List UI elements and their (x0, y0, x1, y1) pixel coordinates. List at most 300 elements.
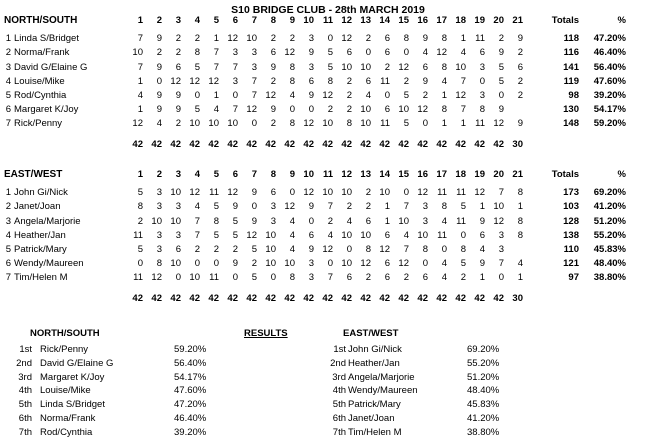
board-number-header: 16 (417, 15, 428, 26)
board-score: 6 (346, 47, 352, 59)
board-score: 0 (441, 244, 447, 256)
board-score: 11 (380, 118, 390, 130)
board-score: 9 (156, 104, 162, 116)
pair-name: Angela/Marjorie (14, 215, 81, 227)
board-score: 7 (137, 33, 143, 45)
boards-played-count: 42 (227, 138, 238, 150)
result-place: 4th (18, 385, 32, 397)
board-score: 12 (170, 75, 181, 87)
board-score: 12 (474, 187, 485, 199)
board-score: 10 (360, 229, 371, 241)
board-score (506, 103, 525, 117)
result-pair-name: Louise/Mike (40, 385, 91, 397)
board-score: 2 (194, 33, 200, 45)
board-score: 0 (460, 229, 466, 241)
board-score: 1 (213, 33, 219, 45)
board-score: 8 (517, 187, 523, 199)
board-score: 6 (479, 229, 485, 241)
board-score: 9 (175, 104, 181, 116)
board-score: 12 (246, 104, 257, 116)
board-score: 6 (175, 244, 181, 256)
boards-played-count: 42 (379, 138, 390, 150)
boards-played-count: 42 (246, 138, 257, 150)
pair-number: 2 (5, 201, 11, 213)
board-score: 12 (417, 187, 428, 199)
board-score: 2 (403, 75, 409, 87)
board-score: 12 (208, 75, 219, 87)
board-score: 2 (327, 104, 333, 116)
board-score: 8 (289, 75, 295, 87)
board-score: 10 (170, 187, 181, 199)
boards-played-count: 42 (284, 292, 295, 304)
board-score: 11 (133, 229, 143, 241)
pair-total: 118 (563, 33, 579, 45)
board-number-header: 13 (360, 15, 371, 26)
pair-percentage: 69.20% (593, 187, 626, 199)
pair-percentage: 59.20% (593, 118, 626, 130)
boards-played-count: 42 (417, 138, 428, 150)
board-score: 11 (437, 229, 447, 241)
board-score: 12 (246, 229, 257, 241)
result-place: 3rd (332, 371, 346, 383)
boards-played-count: 42 (436, 138, 447, 150)
board-score: 6 (479, 47, 485, 59)
board-score: 8 (213, 215, 219, 227)
boards-played-count: 42 (151, 292, 162, 304)
board-score: 0 (308, 215, 314, 227)
board-score: 4 (517, 258, 523, 270)
pair-total: 97 (568, 272, 579, 284)
board-score: 10 (341, 258, 352, 270)
board-number-header: 1 (137, 15, 143, 26)
boards-played-count: 42 (322, 138, 333, 150)
boards-played-count: 42 (379, 292, 390, 304)
pair-number: 4 (5, 75, 11, 87)
board-score: 12 (151, 272, 162, 284)
board-score: 5 (137, 244, 143, 256)
pair-total: 119 (563, 75, 579, 87)
board-number-header: 5 (213, 15, 219, 26)
board-score: 3 (498, 229, 504, 241)
board-score: 8 (517, 215, 523, 227)
board-score: 5 (251, 244, 257, 256)
board-number-header: 6 (232, 169, 238, 180)
board-score: 6 (365, 75, 371, 87)
board-number-header: 21 (512, 169, 523, 180)
board-score: 2 (346, 104, 352, 116)
result-percentage: 48.40% (467, 385, 500, 397)
board-score: 2 (270, 33, 276, 45)
result-pair-name: Heather/Jan (348, 357, 400, 369)
board-score: 5 (194, 61, 200, 73)
boards-played-count: 42 (227, 292, 238, 304)
board-score: 12 (455, 90, 466, 102)
board-score: 12 (303, 118, 314, 130)
board-score: 10 (265, 229, 276, 241)
section-heading: EAST/WEST (4, 169, 63, 180)
board-score: 8 (441, 61, 447, 73)
board-score: 8 (441, 201, 447, 213)
board-score: 2 (270, 118, 276, 130)
board-score: 8 (346, 118, 352, 130)
board-score: 8 (441, 104, 447, 116)
board-score: 10 (398, 104, 409, 116)
board-number-header: 16 (417, 169, 428, 180)
result-place: 4th (332, 385, 346, 397)
result-place: 3rd (18, 371, 32, 383)
board-score: 4 (327, 229, 333, 241)
board-score: 3 (479, 61, 485, 73)
board-score: 8 (479, 104, 485, 116)
board-score: 5 (232, 215, 238, 227)
board-number-header: 15 (398, 169, 409, 180)
boards-played-count: 42 (189, 138, 200, 150)
board-score: 10 (360, 61, 371, 73)
result-percentage: 38.80% (467, 426, 500, 438)
board-score: 0 (365, 47, 371, 59)
board-score: 12 (398, 61, 409, 73)
board-score: 9 (308, 201, 314, 213)
board-number-header: 18 (455, 169, 466, 180)
board-score: 4 (441, 272, 447, 284)
board-number-header: 14 (379, 169, 390, 180)
board-score: 1 (460, 33, 466, 45)
board-score: 2 (346, 75, 352, 87)
board-score: 2 (175, 118, 181, 130)
board-score (506, 243, 525, 257)
result-pair-name: Norma/Frank (40, 413, 96, 424)
board-score: 11 (456, 215, 466, 227)
board-score: 10 (151, 215, 162, 227)
board-number-header: 13 (360, 169, 371, 180)
board-score: 3 (232, 47, 238, 59)
board-score: 2 (365, 187, 371, 199)
board-score: 3 (156, 201, 162, 213)
board-score: 1 (517, 272, 523, 284)
board-score: 0 (232, 90, 238, 102)
board-score: 0 (479, 75, 485, 87)
board-score: 9 (498, 104, 504, 116)
board-number-header: 8 (270, 15, 276, 26)
result-pair-name: Margaret K/Joy (40, 371, 105, 383)
result-pair-name: Linda S/Bridget (40, 399, 105, 411)
board-score: 0 (194, 90, 200, 102)
board-score: 3 (175, 229, 181, 241)
board-score: 10 (265, 244, 276, 256)
board-score: 8 (365, 244, 371, 256)
board-number-header: 6 (232, 15, 238, 26)
result-percentage: 59.20% (174, 344, 207, 355)
board-score: 6 (384, 33, 390, 45)
board-score: 8 (441, 33, 447, 45)
board-number-header: 19 (474, 15, 485, 26)
boards-played-count: 42 (341, 292, 352, 304)
board-score: 11 (133, 272, 143, 284)
board-score: 10 (341, 187, 352, 199)
board-score: 5 (403, 118, 409, 130)
table-row (0, 186, 628, 200)
board-score: 3 (251, 47, 257, 59)
pair-total: 116 (563, 47, 579, 59)
board-score: 6 (384, 272, 390, 284)
board-score: 3 (270, 215, 276, 227)
board-score: 1 (441, 90, 447, 102)
result-pair-name: Patrick/Mary (348, 399, 401, 411)
board-score: 6 (384, 47, 390, 59)
board-score: 3 (479, 90, 485, 102)
board-score: 2 (175, 33, 181, 45)
board-score: 6 (175, 61, 181, 73)
board-number-header: 9 (289, 169, 295, 180)
pair-number: 6 (5, 258, 11, 270)
pair-name: Margaret K/Joy (14, 104, 79, 116)
board-score: 11 (437, 187, 447, 199)
pct-header: % (617, 15, 626, 26)
board-score: 4 (156, 118, 162, 130)
board-number-header: 15 (398, 15, 409, 26)
board-number-header: 9 (289, 15, 295, 26)
boards-played-count: 30 (512, 292, 523, 304)
board-number-header: 1 (137, 169, 143, 180)
pair-name: Rod/Cynthia (14, 90, 67, 102)
board-score: 7 (232, 61, 238, 73)
boards-played-count: 42 (265, 292, 276, 304)
pair-percentage: 46.40% (593, 47, 626, 59)
board-score: 12 (322, 90, 333, 102)
boards-played-count: 42 (493, 138, 504, 150)
board-score: 4 (289, 244, 295, 256)
pair-percentage: 51.20% (593, 215, 626, 227)
pair-name: Linda S/Bridget (14, 33, 79, 45)
board-score: 6 (308, 229, 314, 241)
board-score: 4 (289, 215, 295, 227)
board-number-header: 7 (251, 169, 257, 180)
board-score: 1 (384, 215, 390, 227)
board-score: 9 (479, 215, 485, 227)
board-score: 3 (251, 61, 257, 73)
board-number-header: 12 (341, 15, 352, 26)
board-number-header: 4 (194, 169, 200, 180)
board-score: 2 (346, 201, 352, 213)
result-pair-name: Rick/Penny (40, 344, 89, 355)
board-score: 3 (156, 229, 162, 241)
board-score: 8 (403, 33, 409, 45)
board-score: 8 (422, 244, 428, 256)
board-score: 0 (175, 272, 181, 284)
board-score: 11 (209, 187, 219, 199)
pair-percentage: 41.20% (593, 201, 626, 213)
pair-name: Wendy/Maureen (14, 258, 84, 270)
pct-header: % (617, 169, 626, 180)
board-score: 12 (322, 244, 333, 256)
board-score: 10 (455, 61, 466, 73)
board-score: 9 (251, 187, 257, 199)
board-score: 1 (441, 118, 447, 130)
board-score: 3 (175, 201, 181, 213)
board-score: 0 (156, 75, 162, 87)
board-number-header: 19 (474, 169, 485, 180)
board-score: 0 (403, 47, 409, 59)
board-score: 9 (156, 61, 162, 73)
pair-name: Janet/Joan (14, 201, 61, 213)
boards-played-count: 42 (398, 138, 409, 150)
table-row (0, 75, 628, 89)
boards-played-spacer (0, 286, 126, 306)
board-number-header: 2 (156, 169, 162, 180)
board-score: 11 (380, 75, 390, 87)
board-score: 12 (132, 118, 143, 130)
pair-name: Tim/Helen M (14, 272, 68, 284)
board-score: 4 (365, 90, 371, 102)
board-score: 7 (460, 104, 466, 116)
board-number-header: 21 (512, 15, 523, 26)
totals-header: Totals (551, 169, 579, 180)
board-score: 2 (289, 33, 295, 45)
board-score: 0 (308, 104, 314, 116)
board-score: 3 (422, 215, 428, 227)
pair-percentage: 56.40% (593, 61, 626, 73)
board-score: 2 (270, 75, 276, 87)
pair-percentage: 39.20% (593, 90, 626, 102)
board-score: 0 (346, 244, 352, 256)
board-number-header: 7 (251, 15, 257, 26)
result-percentage: 56.40% (174, 357, 207, 369)
pair-total: 138 (563, 229, 579, 241)
boards-played-count: 42 (246, 292, 257, 304)
board-score: 0 (422, 118, 428, 130)
board-score: 4 (441, 75, 447, 87)
board-score: 5 (137, 187, 143, 199)
board-score: 8 (327, 75, 333, 87)
board-score: 3 (498, 244, 504, 256)
board-score: 0 (289, 187, 295, 199)
board-score: 10 (227, 118, 238, 130)
board-number-header: 17 (436, 169, 447, 180)
board-score: 4 (460, 47, 466, 59)
result-pair-name: John Gi/Nick (348, 344, 402, 355)
board-score: 10 (170, 258, 181, 270)
pair-name: Patrick/Mary (14, 244, 67, 256)
board-score: 6 (308, 75, 314, 87)
board-score: 0 (498, 90, 504, 102)
board-score: 7 (460, 75, 466, 87)
board-score: 0 (422, 258, 428, 270)
board-score: 10 (398, 215, 409, 227)
board-score: 0 (498, 272, 504, 284)
board-score: 1 (460, 118, 466, 130)
boards-played-count: 42 (189, 292, 200, 304)
board-score: 9 (517, 118, 523, 130)
pair-number: 2 (5, 47, 11, 59)
board-score: 7 (498, 187, 504, 199)
board-score: 0 (289, 104, 295, 116)
board-score: 0 (384, 90, 390, 102)
board-score: 0 (137, 258, 143, 270)
board-score: 5 (327, 47, 333, 59)
board-score: 9 (232, 258, 238, 270)
board-score: 12 (360, 258, 371, 270)
board-score: 1 (384, 201, 390, 213)
board-score: 10 (284, 258, 295, 270)
board-score: 7 (194, 215, 200, 227)
board-score: 9 (270, 61, 276, 73)
results-section (0, 328, 656, 439)
board-score: 4 (422, 47, 428, 59)
board-score: 3 (270, 201, 276, 213)
boards-played-count: 42 (322, 292, 333, 304)
pair-total: 128 (563, 215, 579, 227)
board-score: 9 (498, 47, 504, 59)
pair-name: David G/Elaine G (14, 61, 88, 73)
board-score: 2 (517, 90, 523, 102)
pair-total: 121 (563, 258, 579, 270)
pair-total: 98 (568, 90, 579, 102)
board-score: 5 (213, 229, 219, 241)
board-score: 6 (517, 61, 523, 73)
board-score: 2 (403, 272, 409, 284)
pair-number: 1 (5, 33, 11, 45)
board-score: 2 (327, 215, 333, 227)
board-score: 2 (346, 90, 352, 102)
pair-name: Norma/Frank (14, 47, 70, 59)
boards-played-spacer (0, 132, 126, 152)
boards-played-count: 42 (132, 292, 143, 304)
board-score: 5 (251, 272, 257, 284)
board-score: 11 (475, 33, 485, 45)
board-score: 12 (379, 244, 390, 256)
board-number-header: 14 (379, 15, 390, 26)
board-score: 10 (417, 229, 428, 241)
board-score: 2 (232, 244, 238, 256)
result-place: 1st (19, 344, 32, 355)
board-score: 7 (213, 61, 219, 73)
board-score: 10 (360, 118, 371, 130)
result-percentage: 69.20% (467, 344, 500, 355)
board-number-header: 17 (436, 15, 447, 26)
board-score: 12 (189, 187, 200, 199)
board-score: 8 (194, 47, 200, 59)
result-place: 1st (333, 344, 346, 355)
pair-percentage: 47.60% (593, 75, 626, 87)
board-score: 12 (493, 118, 504, 130)
board-score: 0 (232, 272, 238, 284)
board-score: 0 (327, 33, 333, 45)
board-score: 2 (175, 47, 181, 59)
result-place: 6th (332, 413, 346, 424)
pair-name: John Gi/Nick (14, 187, 68, 199)
board-score: 5 (232, 229, 238, 241)
board-score: 10 (493, 201, 504, 213)
board-score: 1 (137, 75, 143, 87)
board-number-header: 11 (322, 15, 333, 26)
board-score: 7 (498, 258, 504, 270)
board-score: 4 (403, 229, 409, 241)
result-place: 7th (332, 426, 346, 438)
pair-percentage: 55.20% (593, 229, 626, 241)
board-score: 3 (308, 33, 314, 45)
board-score: 10 (360, 104, 371, 116)
board-score: 9 (156, 33, 162, 45)
boards-played-count: 42 (474, 292, 485, 304)
results-heading: RESULTS (244, 328, 288, 339)
pair-number: 5 (5, 244, 11, 256)
board-score: 5 (213, 201, 219, 213)
board-score: 12 (189, 75, 200, 87)
result-place: 7th (18, 426, 32, 438)
pair-number: 3 (5, 215, 11, 227)
board-score: 6 (422, 61, 428, 73)
board-score: 2 (384, 61, 390, 73)
